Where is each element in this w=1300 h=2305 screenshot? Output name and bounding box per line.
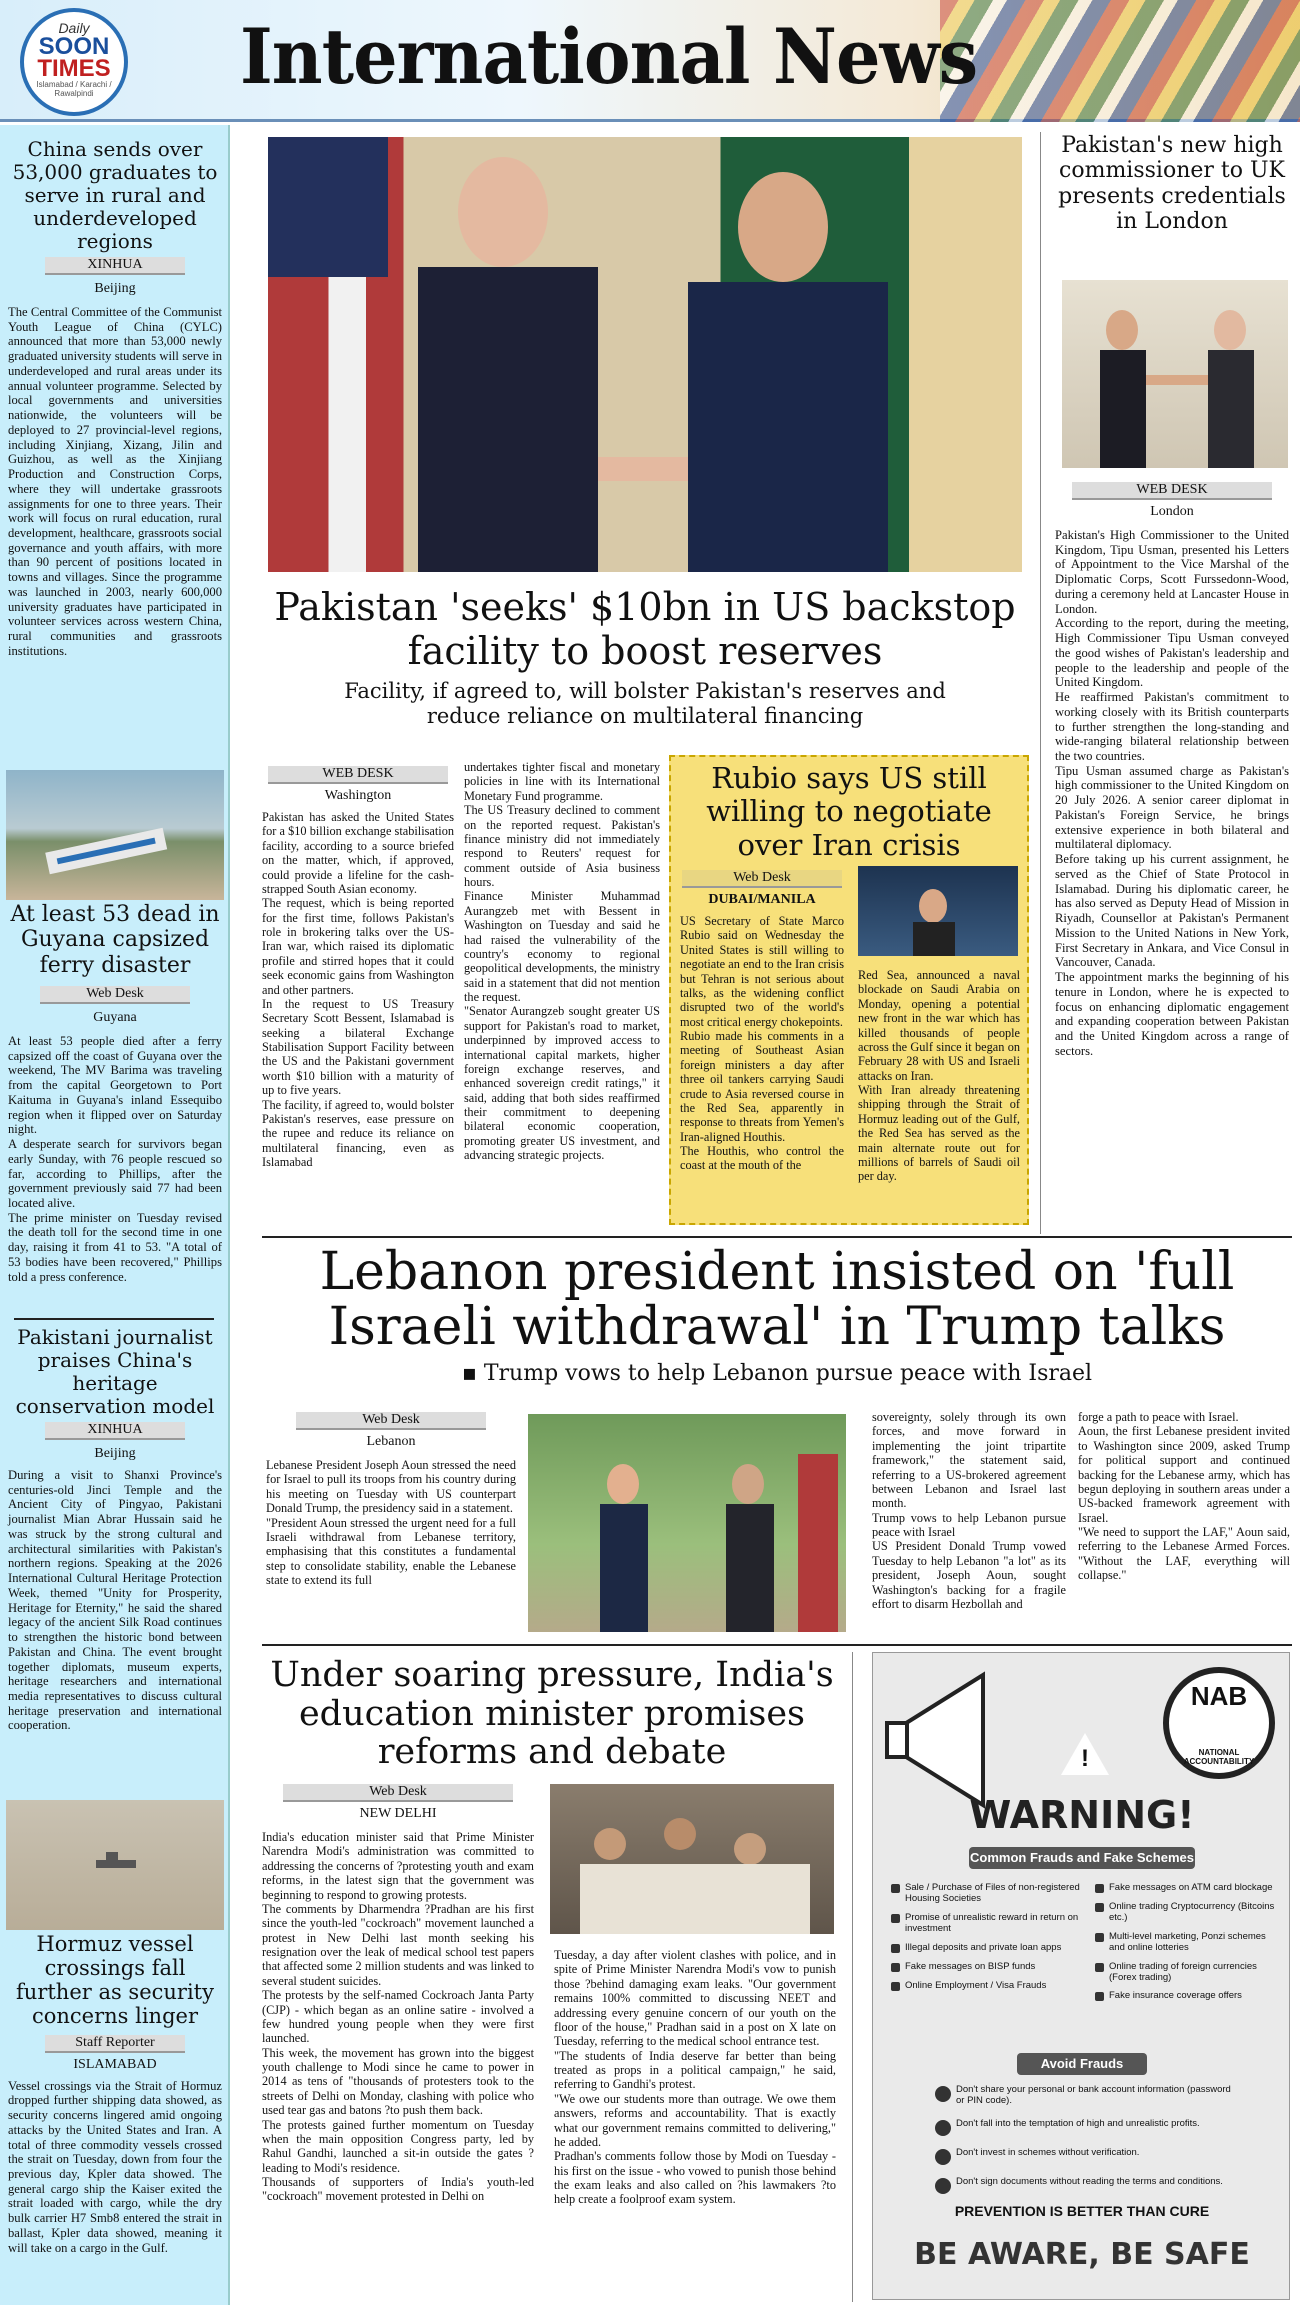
- lebanon-col3: [1078, 1410, 1290, 1583]
- headline[interactable]: China sends over 53,000 graduates to serve in rural and underdeveloped regions: [12, 137, 218, 253]
- article-body: Vessel crossings via the Strait of Hormuz dropped further shipping data showed, as security concerns lingered amid ongoing attacks by the United States and Iran. A total of three commodity vessels crossed the strait on Tuesday, down from four the previous day, Kpler data showed. The general cargo ship the Kaiser exited the strait loaded with cargo, while the dry bulk carrier H7 Smb8 entered the strait in ballast, Kpler data showed, meaning it will take on a cargo in the Gulf.: [8, 2078, 222, 2255]
- fraud-list-item: Fake messages on ATM card blockage: [1095, 1883, 1281, 1894]
- lebanon-headline[interactable]: Lebanon president insisted on 'full Israeli withdrawal' in Trump talks: [319, 1242, 1235, 1358]
- source-tag: WEB DESK: [1072, 482, 1272, 500]
- article-body: Lebanese President Joseph Aoun stressed the need for Israel to pull its troops from his country during his meeting on Tuesday with US counterpart Donald Trump, the presidency said in a statement. "President Aoun stressed the urgent need for a full Israeli withdrawal from Lebanese territory, emphasising that this constitutes a fundamental step to consolidate stability, enable the Lebanese state to extend its full: [266, 1458, 516, 1587]
- masthead-title: International News: [240, 12, 978, 101]
- warning-title: WARNING!: [969, 1793, 1195, 1837]
- no-entry-icon: [935, 2178, 951, 2194]
- article-heritage: [8, 1326, 222, 1733]
- india-photo: [550, 1784, 834, 1934]
- lead-photo: [268, 137, 1022, 572]
- headline[interactable]: Pakistani journalist praises China's heritage conservation model: [15, 1325, 215, 1418]
- lead-article-header: [268, 586, 1022, 728]
- bullet-icon: [891, 1884, 900, 1893]
- article-uk-commissioner: [1055, 133, 1289, 234]
- dateline: London: [1150, 504, 1194, 519]
- bullet-icon: [891, 1982, 900, 1991]
- fraud-list-item: Illegal deposits and private loan apps: [891, 1943, 1086, 1954]
- nab-advertisement[interactable]: [872, 1652, 1290, 2300]
- lebanon-photo: [528, 1414, 846, 1632]
- bullet-icon: [1095, 1992, 1104, 2001]
- divider: [262, 1644, 1292, 1646]
- source-tag: Web Desk: [296, 1412, 486, 1430]
- article-body: During a visit to Shanxi Province's centuries-old Jinci Temple and the Ancient City of Pingyao, Pakistani journalist Mian Abrar Hussain said he was struck by the strong cultural and architectural similarities with Pakistan's northern regions. Speaking at the 2026 International Cultural Heritage Protection Week, themed "Unity for Prosperity, Heritage for Eternity," he said the shared legacy of the ancient Silk Road continues to strengthen the historic bond between Pakistan and China. The event brought together diplomats, museum experts, heritage researchers and international media representatives to discuss cultural heritage preservation and international cooperation.: [8, 1468, 222, 1733]
- fraud-list-item: Don't sign documents without reading the terms and conditions.: [935, 2177, 1235, 2194]
- fraud-list-item: Promise of unrealistic reward in return on investment: [891, 1913, 1086, 1935]
- bullet-icon: [891, 1944, 900, 1953]
- fraud-list-item: Online trading Cryptocurrency (Bitcoins etc.): [1095, 1902, 1281, 1924]
- article-body: Pakistan's High Commissioner to the United Kingdom, Tipu Usman, presented his Letters of Appointment to the Vice Marshal of the Diplomatic Corps, Scott Furssedonn-Wood, during a ceremony held at Lancaster House in London. According to the report, during the meeting, High Commissioner Tipu Usman conveyed the good wishes of Pakistan's leadership and people to the leadership and people of the United Kingdom. He reaffirmed Pakistan's commitment to working closely with its British counterparts to further strengthen the long-standing and wide-ranging bilateral relationship between the two countries. Tipu Usman assumed charge as Pakistan's high commissioner to the United Kingdom on 20 July 2026. A senior career diplomat in Pakistan's Foreign Service, he brings extensive experience in both bilateral and multilateral diplomacy. Before taking up his current assignment, he served as the Chief of State Protocol in Islamabad. During his diplomatic career, he has also served as Deputy Head of Mission in Riyadh, Counsellor at Pakistan's Permanent Mission to the United Nations in New York, First Secretary in Ankara, and Vice Consul in Vancouver, Canada. The appointment marks the beginning of his tenure in London, where he is expected to focus on enhancing diplomatic engagement and expanding cooperation between Pakistan and the United Kingdom across a range of sectors.: [1055, 528, 1289, 1058]
- dateline: Washington: [324, 788, 392, 803]
- headline[interactable]: At least 53 dead in Guyana capsized ferry disaster: [10, 902, 220, 978]
- fraud-list-item: Fake messages on BISP funds: [891, 1962, 1086, 1973]
- article-body: Tuesday, a day after violent clashes with police, and in spite of Prime Minister Narendra Modi's vow to punish those ?behind damaging exam leaks. "Our government remains 100% committed to discussing NEET and addressing every genuine concern of our youth on the floor of the house," Pradhan said in a post on X late on Tuesday, referring to the medical school entrance test. "The students of India deserve far better than being treated as props in a political campaign," he said, referring to Gandhi's protest. "We owe our students more than outrage. We owe them answers, reforms and accountability. That is exactly what our government remains committed to delivering," he added. Pradhan's comments follow those by Modi on Tuesday - his first on the issue - who vowed to punish those behind the exam leaks and also called on ?his lawmakers ?to help create a foolproof exam system.: [554, 1948, 836, 2207]
- rubio-header: [684, 762, 1014, 862]
- divider: [262, 1236, 1292, 1238]
- dateline: Beijing: [94, 1446, 136, 1461]
- fraud-list-item: Online trading of foreign currencies (Forex trading): [1095, 1962, 1281, 1984]
- nab-logo: NAB NATIONAL ACCOUNTABILITY: [1163, 1667, 1275, 1779]
- lead-article-col1: [262, 766, 454, 1169]
- dateline: NEW DELHI: [359, 1806, 437, 1821]
- no-entry-icon: [935, 2120, 951, 2136]
- article-body: India's education minister said that Prime Minister Narendra Modi's administration was committed to addressing the concerns of ?protesting youth and exam reforms, in the latest sign that the government was beginning to respond to growing protests. The comments by Dharmendra ?Pradhan are his first since the youth-led "cockroach" movement launched a protest in New Delhi last month seeking his resignation over the leak of medical school test papers that affected some 2 million students and was linked to several student suicides. The protests by the self-named Cockroach Janta Party (CJP) - which began as an online satire - involved a few hundred young people when they were first launched. This week, the movement has grown into the biggest youth challenge to Modi since he came to power in 2014 as tens of "thousands of protesters took to the streets of Delhi on Monday, clashing with police who used tear gas and batons ?to push them back. The protests gained further momentum on Tuesday when the main opposition Congress party, led by Rahul Gandhi, launched a sit-in outside the gates ?leading to Modi's residence. Thousands of supporters of India's youth-led "cockroach" movement protested in Delhi on: [262, 1830, 534, 2204]
- rubio-photo: [858, 866, 1018, 956]
- rubio-col2: [858, 968, 1020, 1184]
- fraud-list-item: Multi-level marketing, Ponzi schemes and online lotteries: [1095, 1932, 1281, 1954]
- article-body: The Central Committee of the Communist Youth League of China (CYLC) announced that more than 53,000 newly graduated university students will serve in underdeveloped and rural areas under its annual volunteer programme. Selected by local governments and universities nationwide, the volunteers will be deployed to 27 provincial-level regions, including Xinjiang, Xizang, Jilin and Guizhou, as well as the Xinjiang Production and Construction Corps, where they will undertake grassroots assignments for one to three years. Their work will focus on rural education, rural development, healthcare, grassroots social governance and youth affairs, with more than 90 percent of positions located in towns and villages. Since the programme was launched in 2003, nearly 600,000 university graduates have participated in volunteer services across western China, rural communities and grassroots institutions.: [8, 305, 222, 658]
- india-col2: [554, 1948, 836, 2207]
- be-aware-footer: BE AWARE, BE SAFE: [914, 2237, 1250, 2272]
- rubio-headline[interactable]: Rubio says US still willing to negotiate over Iran crisis: [706, 761, 992, 862]
- article-body: forge a path to peace with Israel. Aoun, the first Lebanese president invited to Washington since 2009, asked Trump for political support and continued backing for the Lebanese army, which has begun deploying in southern areas under a US-backed framework agreement with Israel. "We need to support the LAF," Aoun said, referring to the Lebanese Armed Forces. "Without the LAF, everything will collapse.": [1078, 1410, 1290, 1583]
- prevention-text: PREVENTION IS BETTER THAN CURE: [954, 2203, 1210, 2219]
- article-china-graduates: [8, 138, 222, 659]
- india-col1: [262, 1784, 534, 2204]
- fraud-list-item: Sale / Purchase of Files of non-registered Housing Societies: [891, 1883, 1086, 1905]
- lebanon-col2: [872, 1410, 1066, 1611]
- source-tag: Web Desk: [283, 1784, 513, 1802]
- dateline: ISLAMABAD: [73, 2056, 157, 2072]
- source-tag: WEB DESK: [268, 766, 448, 784]
- lebanon-col1: [266, 1412, 516, 1587]
- india-headline[interactable]: Under soaring pressure, India's education minister promises reforms and debate: [270, 1655, 834, 1772]
- article-body: Pakistan has asked the United States for a $10 billion exchange stabilisation facility, according to a source briefed on the matter, which, if approved, could provide a lifeline for the cash-strapped South Asian economy. The request, which is being reported for the first time, follows Pakistan's role in brokering talks over the US-Iran war, which raised its diplomatic profile and stirred hopes that it could seek economic gains from Washington and other partners. In the request to US Treasury Secretary Scott Bessent, Islamabad is seeking a bilateral Exchange Stabilisation Support Facility between the US and the Pakistani government worth $10 billion with a maturity of up to five years. The facility, if agreed to, would bolster Pakistan's reserves, ease pressure on the rupee and reduce its reliance on multilateral financing, even as Islamabad: [262, 810, 454, 1169]
- dateline: DUBAI/MANILA: [708, 892, 816, 907]
- frauds-right-list: [1095, 1883, 1281, 2010]
- bullet-icon: [1095, 1963, 1104, 1972]
- article-body: undertakes tighter fiscal and monetary policies in line with its International Monetary Fund programme. The US Treasury declined to comment on the reported request. Pakistan's finance ministry did not immediately respond to Reuters' request for comment outside of Asia business hours. Finance Minister Muhammad Aurangzeb met with Bessent in Washington on Tuesday and said he had raised the vulnerability of the country's economy to regional geopolitical developments, the ministry said in a statement that did not mention the request. "Senator Aurangzeb sought greater US support for Pakistan's road to market, underpinned by improved access to international capital markets, higher foreign exchange reserves, and enhanced sovereign credit ratings," it said, adding that both sides reaffirmed their commitment to deepening bilateral economic cooperation, promoting greater US investment, and advancing strategic projects.: [464, 760, 660, 1163]
- frauds-left-list: [891, 1883, 1086, 1999]
- fraud-list-item: Don't fall into the temptation of high and unrealistic profits.: [935, 2119, 1235, 2136]
- fraud-list-item: Don't share your personal or bank account information (password or PIN code).: [935, 2085, 1235, 2107]
- india-header: [262, 1656, 842, 1772]
- column-divider: [852, 1652, 853, 2302]
- bullet-icon: [891, 1914, 900, 1923]
- ferry-photo: [6, 770, 224, 900]
- article-body: Red Sea, announced a naval blockade on Saudi Arabia on Monday, opening a potential new front in the war which has killed thousands of people across the Gulf since it began on February 28 with US and Israeli attacks on Iran. With Iran already threatening shipping through the Strait of Hormuz leading out of the Gulf, the Red Sea has served as the main alternate route out for millions of barrels of Saudi oil per day.: [858, 968, 1020, 1184]
- headline[interactable]: Pakistan's new high commissioner to UK presents credentials in London: [1058, 133, 1286, 234]
- fraud-list-item: Don't invest in schemes without verification.: [935, 2148, 1235, 2165]
- avoid-frauds-title: Avoid Frauds: [1017, 2053, 1147, 2075]
- headline[interactable]: Hormuz vessel crossings fall further as security concerns linger: [16, 1932, 214, 2029]
- source-tag: Web Desk: [682, 870, 842, 888]
- lebanon-header: [262, 1242, 1292, 1387]
- source-tag: Staff Reporter: [45, 2035, 185, 2053]
- dateline: Lebanon: [366, 1434, 416, 1449]
- dateline: Beijing: [94, 281, 136, 296]
- source-tag: XINHUA: [45, 257, 185, 275]
- masthead-flags-image: [940, 0, 1300, 122]
- source-tag: Web Desk: [40, 986, 190, 1004]
- lebanon-subhead: ▪ Trump vows to help Lebanon pursue peace with Israel: [461, 1361, 1093, 1387]
- article-body: At least 53 people died after a ferry capsized off the coast of Guyana over the weekend, The MV Barima was traveling from the capital Georgetown to Port Kaituma in Guyana's inland Essequibo region when it flipped over on Saturday night. A desperate search for survivors began early Sunday, with 76 people rescued so far, according to Phillips, after the government previously said 77 had been located alive. The prime minister on Tuesday revised the death toll for the second time in one day, raising it from 41 to 53. "A total of 53 bodies have been recovered," Phillips told a press conference.: [8, 1033, 222, 1284]
- hormuz-photo: [6, 1800, 224, 1930]
- exclamation-icon: !: [1081, 1745, 1089, 1772]
- article-body: US Secretary of State Marco Rubio said on Wednesday the United States is still willing to negotiate an end to the Iran crisis but Tehran is not serious about talks, as the widening conflict disrupted two of the world's most critical energy chokepoints. Rubio made his comments in a meeting of Southeast Asian foreign ministers a day after three oil tankers carrying Saudi crude to Asia reversed course in the Red Sea, apparently in response to threats from Yemen's Iran-aligned Houthis. The Houthis, who control the coast at the mouth of the: [680, 914, 844, 1173]
- fraud-list-item: Online Employment / Visa Frauds: [891, 1981, 1086, 1992]
- bullet-icon: [1095, 1903, 1104, 1912]
- rubio-col1: [680, 870, 844, 1173]
- common-frauds-title: Common Frauds and Fake Schemes: [969, 1847, 1195, 1869]
- divider: [14, 1318, 214, 1320]
- bullet-icon: [891, 1963, 900, 1972]
- article-hormuz: [8, 1932, 222, 2255]
- column-divider: [1040, 132, 1041, 1234]
- article-body: sovereignty, solely through its own forces, and move forward in implementing the joint tripartite framework," the statement said, referring to a US-brokered agreement between Lebanon and Israel last month. Trump vows to help Lebanon pursue peace with Israel US President Donald Trump vowed Tuesday to help Lebanon "a lot" as its president, Joseph Aoun, sought Washington's backing for a fragile effort to disarm Hezbollah and: [872, 1410, 1066, 1611]
- source-tag: XINHUA: [45, 1422, 185, 1440]
- lead-subhead: Facility, if agreed to, will bolster Pakistan's reserves and reduce reliance on multilateral financing: [344, 679, 946, 728]
- uk-photo: [1062, 280, 1288, 468]
- no-entry-icon: [935, 2086, 951, 2102]
- article-guyana-ferry: [8, 902, 222, 1284]
- uk-article-meta: [1055, 482, 1289, 1058]
- dateline: Guyana: [93, 1009, 137, 1025]
- newspaper-logo[interactable]: Daily SOON TIMES Islamabad / Karachi / Rawalpindi: [20, 8, 128, 116]
- no-entry-icon: [935, 2149, 951, 2165]
- fraud-list-item: Fake insurance coverage offers: [1095, 1991, 1281, 2002]
- bullet-icon: [1095, 1933, 1104, 1942]
- bullet-icon: [1095, 1884, 1104, 1893]
- lead-article-col2: [464, 760, 660, 1163]
- avoid-frauds-list: [935, 2085, 1235, 2206]
- lead-headline[interactable]: Pakistan 'seeks' $10bn in US backstop facility to boost reserves: [274, 585, 1016, 673]
